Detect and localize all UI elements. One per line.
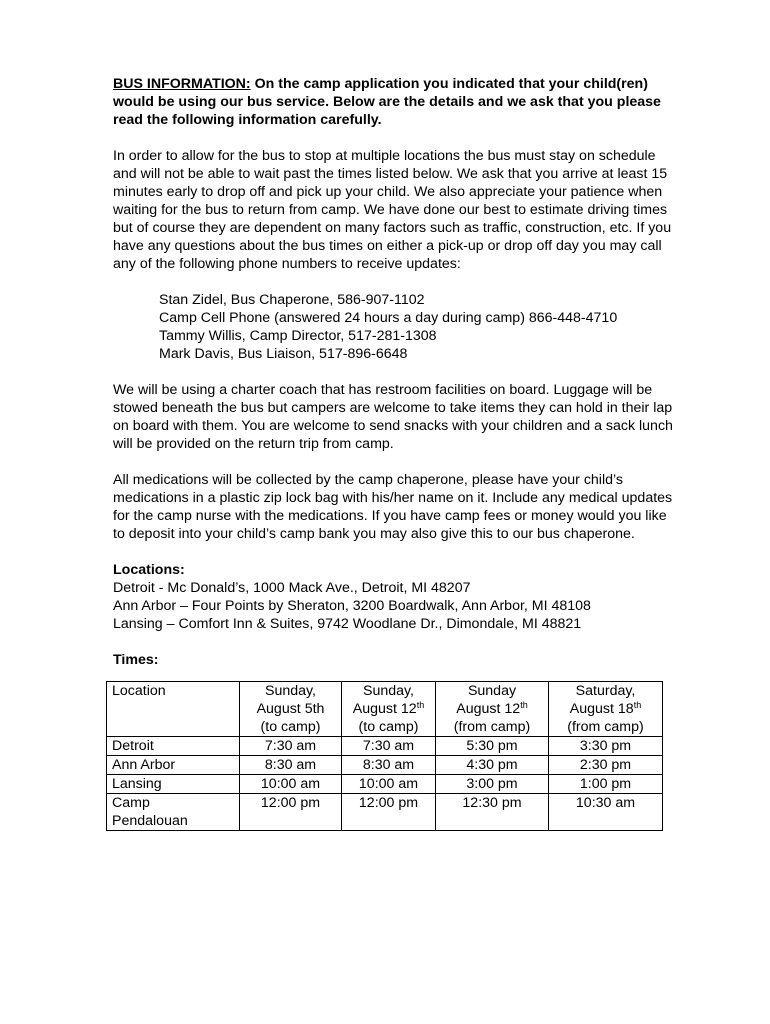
time-cell: 12:00 pm — [240, 794, 342, 831]
location-item: Lansing – Comfort Inn & Suites, 9742 Woodlane Dr., Dimondale, MI 48821 — [113, 616, 582, 632]
locations-section — [113, 561, 673, 633]
row-location: Ann Arbor — [107, 756, 240, 775]
table-row — [107, 794, 663, 831]
header-cell: Sunday, August 12th (to camp) — [342, 682, 436, 737]
time-cell: 2:30 pm — [549, 756, 663, 775]
time-cell: 3:30 pm — [549, 737, 663, 756]
header-cell: Saturday, August 18th (from camp) — [549, 682, 663, 737]
time-cell: 10:00 am — [342, 775, 436, 794]
header-location: Location — [107, 682, 240, 737]
header-cell: Sunday August 12th (from camp) — [436, 682, 549, 737]
location-item: Detroit - Mc Donald’s, 1000 Mack Ave., Detroit, MI 48207 — [113, 580, 471, 596]
heading-label: BUS INFORMATION: — [113, 76, 251, 92]
time-cell: 1:00 pm — [549, 775, 663, 794]
document-body — [113, 75, 673, 669]
time-cell: 12:00 pm — [342, 794, 436, 831]
time-cell: 10:00 am — [240, 775, 342, 794]
time-cell: 7:30 am — [240, 737, 342, 756]
paragraph-medications: All medications will be collected by the camp chaperone, please have your child’s medications in a plastic zip lock bag with his/her name on it. Include any medical updates for the camp nurse with the medications. If you have camp fees or money would you like to deposit into your child’s camp bank you may also give this to our bus chaperone. — [113, 472, 673, 542]
table-row — [107, 737, 663, 756]
times-title: Times: — [113, 652, 159, 668]
contact-list — [159, 291, 673, 363]
time-cell: 5:30 pm — [436, 737, 549, 756]
time-cell: 8:30 am — [342, 756, 436, 775]
paragraph-schedule: In order to allow for the bus to stop at multiple locations the bus must stay on schedule and will not be able to wait past the times listed below. We ask that you arrive at least 15 minutes early to drop off and pick up your child. We also appreciate your patience when waiting for the bus to return from camp. We have done our best to estimate driving times but of course they are dependent on many factors such as traffic, construction, etc. If you have any questions about the bus times on either a pick-up or drop off day you may call any of the following phone numbers to receive updates: — [113, 148, 672, 272]
bus-info-heading — [113, 75, 673, 129]
contact-item: Mark Davis, Bus Liaison, 517-896-6648 — [159, 346, 408, 362]
contact-item: Camp Cell Phone (answered 24 hours a day during camp) 866-448-4710 — [159, 310, 618, 326]
table-row — [107, 756, 663, 775]
time-cell: 7:30 am — [342, 737, 436, 756]
row-location: Lansing — [107, 775, 240, 794]
contact-item: Tammy Willis, Camp Director, 517-281-1308 — [159, 328, 437, 344]
times-table — [106, 681, 663, 831]
location-item: Ann Arbor – Four Points by Sheraton, 3200 Boardwalk, Ann Arbor, MI 48108 — [113, 598, 591, 614]
locations-title: Locations: — [113, 562, 185, 578]
time-cell: 8:30 am — [240, 756, 342, 775]
time-cell: 4:30 pm — [436, 756, 549, 775]
paragraph-coach: We will be using a charter coach that has restroom facilities on board. Luggage will be stowed beneath the bus but campers are welcome to take items they can hold in their lap on board with them. You are welcome to send snacks with your children and a sack lunch will be provided on the return trip from camp. — [113, 382, 673, 452]
header-cell: Sunday, August 5th (to camp) — [240, 682, 342, 737]
contact-item: Stan Zidel, Bus Chaperone, 586-907-1102 — [159, 292, 425, 308]
row-location: Detroit — [107, 737, 240, 756]
time-cell: 12:30 pm — [436, 794, 549, 831]
time-cell: 3:00 pm — [436, 775, 549, 794]
table-row — [107, 775, 663, 794]
heading-text: On the camp application you indicated that your child(ren) would be using our bus service. Below are the details and we ask that you please read the following information carefully. — [113, 76, 661, 128]
time-cell: 10:30 am — [549, 794, 663, 831]
table-header-row — [107, 682, 663, 737]
row-location: Camp Pendalouan — [107, 794, 240, 831]
